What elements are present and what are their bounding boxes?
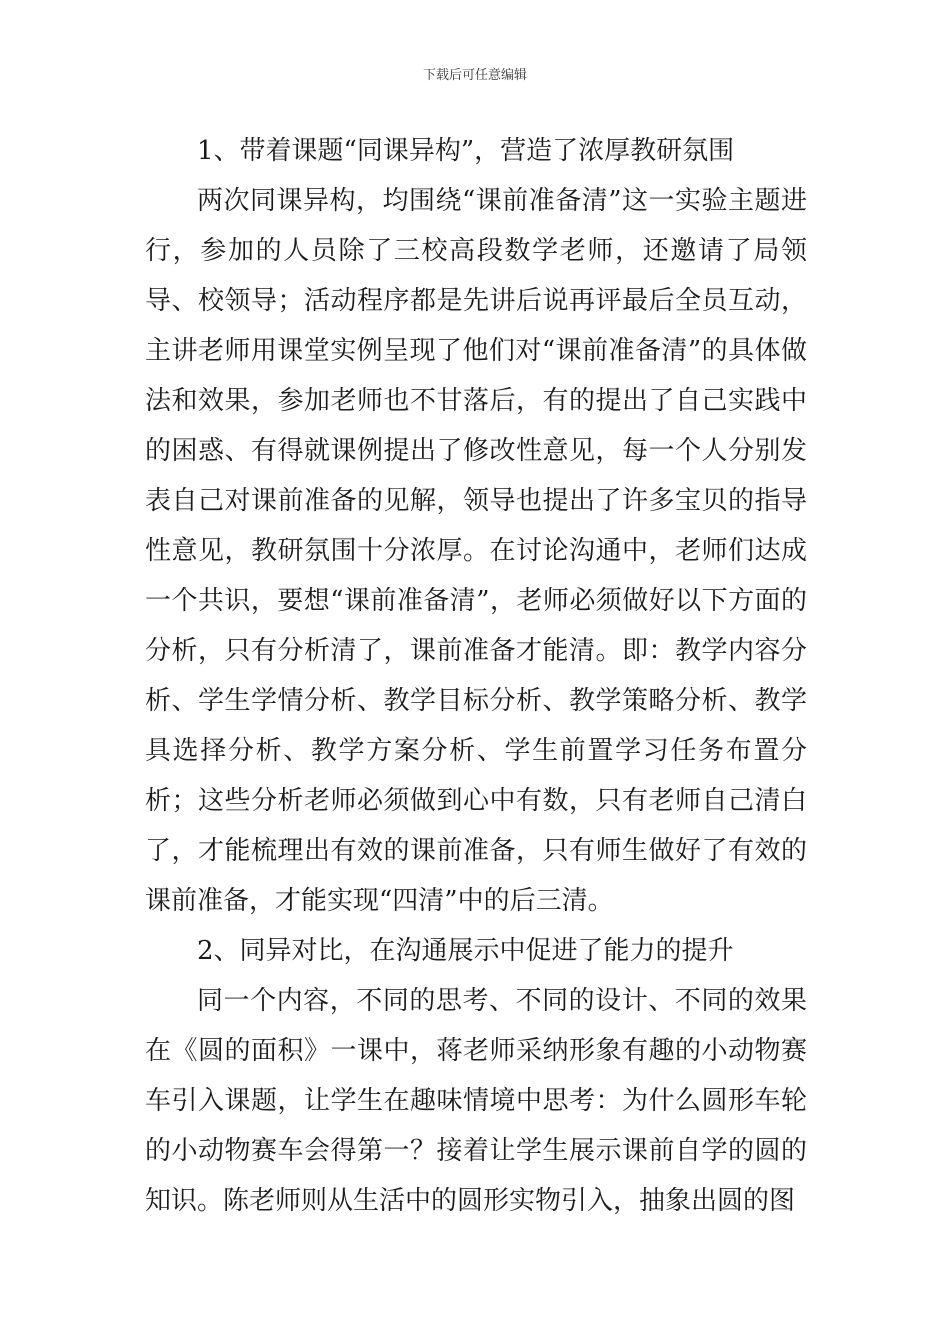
- section-heading-2: 2、同异对比，在沟通展示中促进了能力的提升: [197, 936, 734, 966]
- page-header: 下载后可任意编辑: [422, 68, 527, 83]
- document-body: [145, 126, 807, 1226]
- section-heading-1: 1、带着课题“同课异构”，营造了浓厚教研氛围: [197, 136, 735, 166]
- paragraph-2: 同一个内容，不同的思考、不同的设计、不同的效果在《圆的面积》一课中，蒋老师采纳形象有趣的小动物赛车引入课题，让学生在趣味情境中思考：为什么圆形车轮的小动物赛车会得第一？接着让学生展示课前自学的圆的知识。陈老师则从生活中的圆形实物引入，抽象出圆的图: [145, 986, 807, 1216]
- paragraph-1: 两次同课异构，均围绕“课前准备清”这一实验主题进行，参加的人员除了三校高段数学老师，还邀请了局领导、校领导；活动程序都是先讲后说再评最后全员互动，主讲老师用课堂实例呈现了他们对“课前准备清”的具体做法和效果，参加老师也不甘落后，有的提出了自己实践中的困惑、有得就课例提出了修改性意见，每一个人分别发表自己对课前准备的见解，领导也提出了许多宝贝的指导性意见，教研氛围十分浓厚。在讨论沟通中，老师们达成一个共识，要想“课前准备清”，老师必须做好以下方面的分析，只有分析清了，课前准备才能清。即：教学内容分析、学生学情分析、教学目标分析、教学策略分析、教学具选择分析、教学方案分析、学生前置学习任务布置分析；这些分析老师必须做到心中有数，只有老师自己清白了，才能梳理出有效的课前准备，只有师生做好了有效的课前准备，才能实现“四清”中的后三清。: [145, 186, 807, 916]
